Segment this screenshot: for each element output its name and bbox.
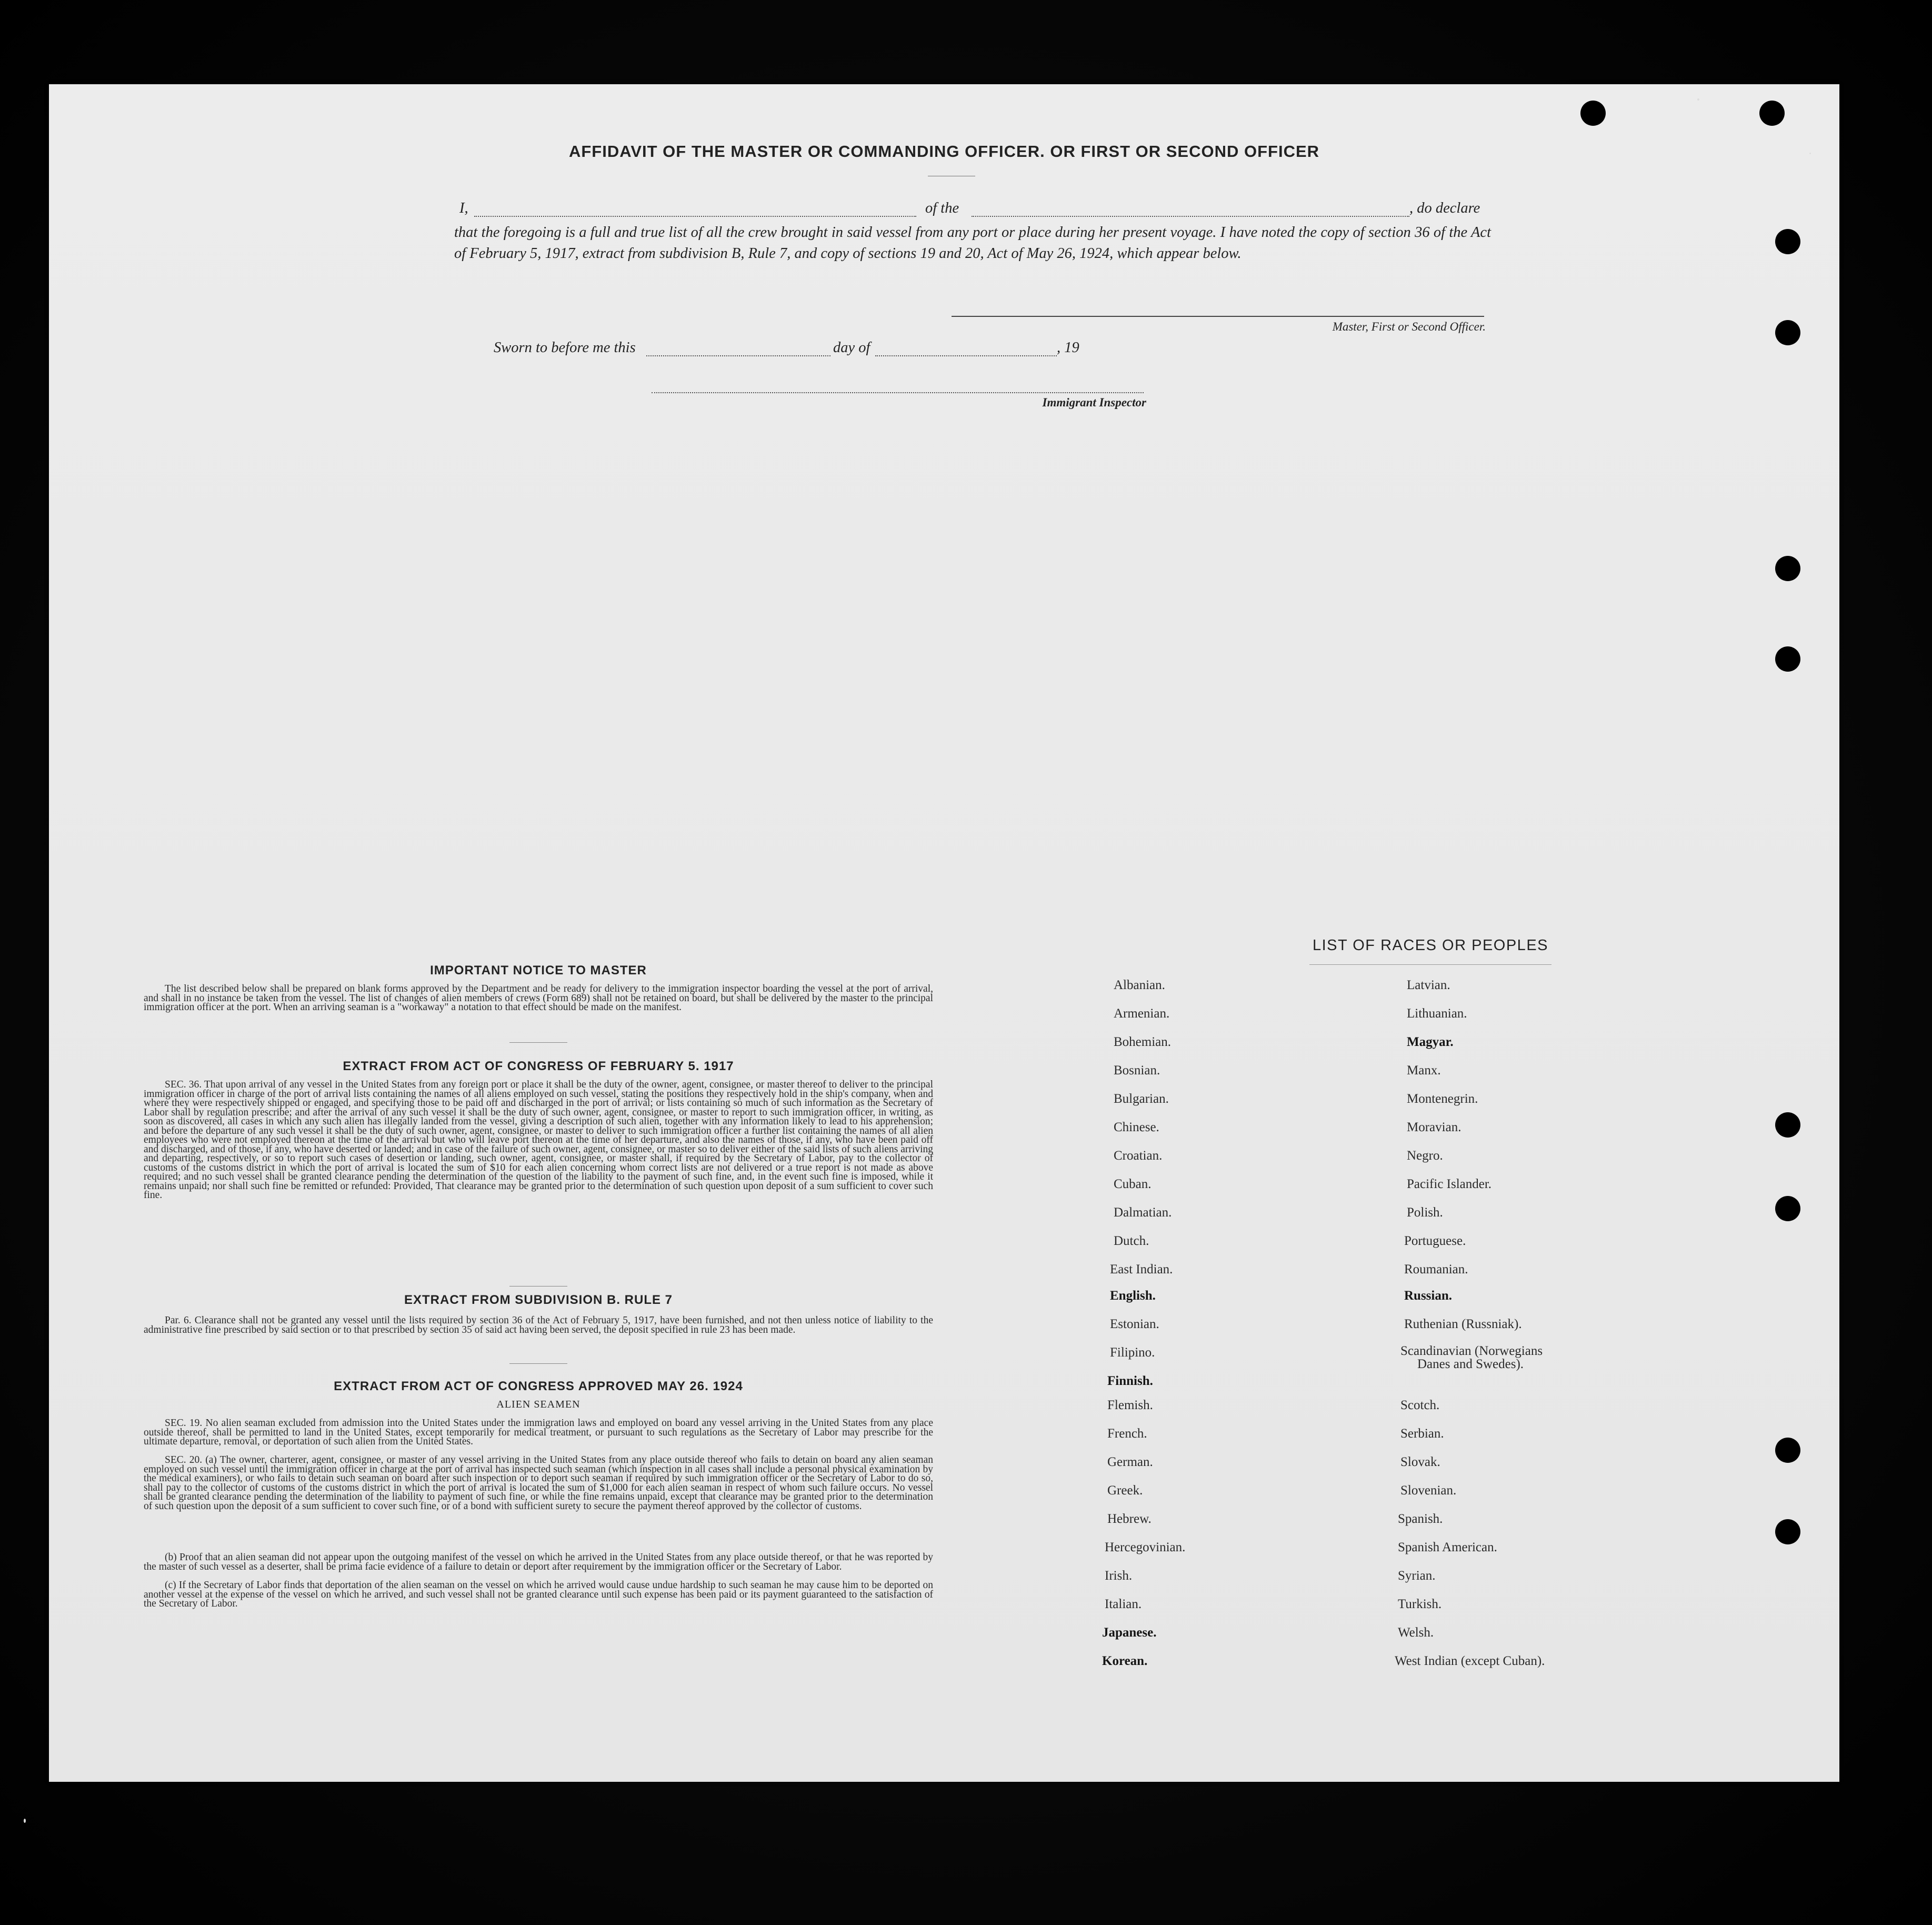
- race-left: Hebrew.: [1107, 1512, 1152, 1526]
- inspector-caption: Immigrant Inspector: [1042, 396, 1146, 409]
- sworn-label: Sworn to before me this: [494, 340, 636, 356]
- name-fill-line[interactable]: [474, 216, 916, 217]
- signature-caption: Master, First or Second Officer.: [1332, 320, 1486, 333]
- race-left: Croatian.: [1114, 1149, 1163, 1163]
- race-left: Hercegovinian.: [1105, 1540, 1186, 1554]
- race-left: Flemish.: [1107, 1398, 1153, 1412]
- extract-rule7-divider: [509, 1363, 567, 1364]
- punch-hole: [1775, 1519, 1800, 1544]
- race-left: German.: [1107, 1455, 1153, 1469]
- race-right: Polish.: [1407, 1205, 1443, 1220]
- race-right: Manx.: [1407, 1063, 1441, 1078]
- race-left: Cuban.: [1114, 1177, 1152, 1191]
- race-left: Filipino.: [1110, 1345, 1155, 1360]
- race-left: French.: [1107, 1427, 1147, 1441]
- race-left: Armenian.: [1114, 1006, 1170, 1021]
- notice-divider: [509, 1042, 567, 1043]
- extract-1917-title: EXTRACT FROM ACT OF CONGRESS OF FEBRUARY 5. 1917: [343, 1059, 734, 1073]
- punch-hole: [1775, 1438, 1800, 1463]
- race-right: Latvian.: [1407, 978, 1450, 992]
- punch-hole: [1775, 1196, 1800, 1221]
- races-divider: [1309, 964, 1551, 965]
- affidavit-title: AFFIDAVIT OF THE MASTER OR COMMANDING OFFICER. OR FIRST OR SECOND OFFICER: [568, 142, 1320, 161]
- do-declare-label: , do declare: [1409, 200, 1480, 216]
- day-of-label: day of: [833, 340, 870, 356]
- sec20c-text: (c) If the Secretary of Labor finds that deportation of the alien seaman on the vessel on which he arrived would cause undue hardship to such seaman he may cause him to be deported on another vessel at the expense of the vessel on which he arrived, and such vessel shall not be granted clearance until such expense has been paid or its payment guaranteed to the satisfaction of the Secretary of Labor.: [144, 1580, 933, 1609]
- race-left: Dutch.: [1114, 1234, 1149, 1248]
- punch-hole: [1775, 1112, 1800, 1138]
- race-left: Bohemian.: [1114, 1035, 1172, 1049]
- affidavit-body: that the foregoing is a full and true list of all the crew brought in said vessel from any port or place during her present voyage. I have noted the copy of section 36 of the Act of February 5, 1917, extract from subdivision B, Rule 7, and copy of sections 19 and 20, Act of May 26, 1924, which appear below.: [454, 224, 1491, 262]
- race-right: Slovenian.: [1400, 1483, 1457, 1498]
- race-right: Portuguese.: [1404, 1234, 1466, 1248]
- race-left: Estonian.: [1110, 1317, 1159, 1331]
- punch-hole: [1775, 646, 1800, 672]
- i-label: I,: [459, 200, 468, 216]
- of-the-label: of the: [925, 200, 959, 216]
- dust-speck: [1697, 98, 1699, 101]
- sec20b-text: (b) Proof that an alien seaman did not appear upon the outgoing manifest of the vessel on which he arrived in the United States from any place outside thereof, or that he was reported by the master of such vessel as a deserter, shall be prima facie evidence of a failure to detain or deport after requirement by the immigration officer or the Secretary of Labor.: [144, 1552, 933, 1572]
- race-right: Moravian.: [1407, 1120, 1461, 1134]
- punch-hole: [1580, 101, 1606, 126]
- race-right: Russian.: [1404, 1289, 1453, 1303]
- race-left: Japanese.: [1102, 1625, 1157, 1640]
- extract-1917-text: SEC. 36. That upon arrival of any vessel in the United States from any foreign port or place it shall be the duty of the owner, agent, consignee, or master thereof to deliver to the principal immigration officer in charge of the port of arrival lists containing the names of all aliens employed on such vessel, stating the positions they respectively hold in the ship's company, when and where they were respectively shipped or engaged, and specifying those to be paid off and discharged in the port of arrival; or lists containing so much of such information as the Secretary of Labor shall by regulation prescribe; and after the arrival of any such vessel it shall be the duty of such owner, agent, consignee, or master to report to such immigration officer, in writing, as soon as discovered, all cases in which any such alien has illegally landed from the vessel, giving a description of such alien, together with any information likely to lead to his apprehension; and before the departure of any such vessel it shall be the duty of such owner, agent, consignee, or master to deliver to such immigration officer a further list containing the names of all alien employees who were not employed thereon at the time of the arrival but who will leave port thereon at the time of her departure, and also the names of those, if any, who have been paid off and discharged, and of those, if any, who have deserted or landed; and in case of the failure of such owner, agent, consignee, or master so to deliver either of the said lists of such aliens arriving and departing, respectively, or so to report such cases of desertion or landing, such owner, agent, consignee, or master shall, if required by the Secretary of Labor, pay to the collector of customs of the customs district in which the port of arrival is located the sum of $10 for each alien concerning whom correct lists are not delivered or a true report is not made as above required; and no such vessel shall be granted clearance pending the determination of the question of the liability to the payment of such fine, and, in the event such fine is imposed, while it remains unpaid; nor shall such fine be remitted or refunded: Provided, That clearance may be granted prior to the determination of such question upon deposit of a sum sufficient to cover such fine.: [144, 1079, 933, 1201]
- race-right: Lithuanian.: [1407, 1006, 1467, 1021]
- race-left: East Indian.: [1110, 1262, 1173, 1276]
- form-page: [49, 84, 1839, 1782]
- race-right: Slovak.: [1400, 1455, 1440, 1469]
- race-right: Welsh.: [1398, 1625, 1434, 1640]
- race-left: Dalmatian.: [1114, 1205, 1172, 1220]
- race-left: Albanian.: [1114, 978, 1165, 992]
- race-right: Negro.: [1407, 1149, 1443, 1163]
- race-right: Spanish.: [1398, 1512, 1443, 1526]
- race-right: Turkish.: [1398, 1597, 1442, 1611]
- race-left: Korean.: [1102, 1654, 1148, 1668]
- extract-1924-title: EXTRACT FROM ACT OF CONGRESS APPROVED MAY 26. 1924: [334, 1379, 743, 1393]
- race-right: Danes and Swedes).: [1417, 1357, 1524, 1371]
- punch-hole: [1759, 101, 1785, 126]
- notice-title: IMPORTANT NOTICE TO MASTER: [430, 963, 647, 978]
- dust-speck: [1809, 153, 1811, 154]
- punch-hole: [1775, 556, 1800, 581]
- race-left: Finnish.: [1107, 1374, 1153, 1388]
- inspector-signature-line[interactable]: [652, 392, 1144, 393]
- notice-text: The list described below shall be prepared on blank forms approved by the Department and be ready for delivery to the immigration inspector boarding the vessel at the port of arrival, and shall in no instance be taken from the vessel. The list of changes of alien members of crews (Form 689) shall not be retained on board, but shall be delivered by the master to the principal immigration officer at the port. When an arriving seaman is a "workaway" a notation to that effect should be made on the manifest.: [144, 983, 933, 1013]
- race-left: Bosnian.: [1114, 1063, 1160, 1078]
- race-left: Irish.: [1105, 1569, 1133, 1583]
- punch-hole: [1775, 229, 1800, 254]
- race-right: Syrian.: [1398, 1569, 1436, 1583]
- month-fill-line[interactable]: [875, 355, 1057, 356]
- race-right: Magyar.: [1407, 1035, 1454, 1049]
- extract-rule7-title: EXTRACT FROM SUBDIVISION B. RULE 7: [404, 1293, 673, 1307]
- race-left: Italian.: [1105, 1597, 1142, 1611]
- race-right: Spanish American.: [1398, 1540, 1497, 1554]
- race-right: Scotch.: [1400, 1398, 1440, 1412]
- race-right: West Indian (except Cuban).: [1395, 1654, 1545, 1668]
- race-right: Montenegrin.: [1407, 1092, 1478, 1106]
- punch-hole: [1775, 320, 1800, 345]
- race-left: Chinese.: [1114, 1120, 1159, 1134]
- race-left: Greek.: [1107, 1483, 1143, 1498]
- vessel-fill-line[interactable]: [972, 216, 1409, 217]
- races-title: LIST OF RACES OR PEOPLES: [1312, 937, 1549, 954]
- race-right: Roumanian.: [1404, 1262, 1468, 1276]
- race-right: Serbian.: [1400, 1427, 1444, 1441]
- race-left: Bulgarian.: [1114, 1092, 1169, 1106]
- year-label: , 19: [1057, 340, 1079, 356]
- race-right: Scandinavian (Norwegians: [1400, 1344, 1543, 1358]
- sec20a-text: SEC. 20. (a) The owner, charterer, agent, consignee, or master of any vessel arriving in the United States from any place outside thereof who fails to detain on board any alien seaman employed on such vessel until the immigration officer in charge at the port of arrival has inspected such seaman (which inspection in all cases shall include a personal physical examination by the medical examiners), or who fails to detain such seaman on board after such inspection or to deport such seaman if required by such immigration officer or the Secretary of Labor to do so, shall pay to the collector of customs of the customs district in which the port of arrival is located the sum of $1,000 for each alien seaman in respect of whom such failure occurs. No vessel shall be granted clearance pending the determination of the liability to payment of such fine, or while the fine remains unpaid, except that clearance may be granted prior to the determination of such question upon the deposit of a sum sufficient to cover such fine, or of a bond with sufficient surety to secure the payment thereof approved by the collector of customs.: [144, 1454, 933, 1512]
- day-fill-line[interactable]: [646, 355, 830, 356]
- master-signature-line[interactable]: [952, 316, 1484, 317]
- dust-speck: [24, 1819, 26, 1823]
- race-right: Ruthenian (Russniak).: [1404, 1317, 1522, 1331]
- race-left: English.: [1110, 1289, 1156, 1303]
- race-right: Pacific Islander.: [1407, 1177, 1492, 1191]
- extract-rule7-text: Par. 6. Clearance shall not be granted any vessel until the lists required by section 36 of the Act of February 5, 1917, have been furnished, and not then unless notice of liability to the administrative fine prescribed by said section or to that prescribed by section 35 of said act having been served, the deposit specified in rule 23 has been made.: [144, 1315, 933, 1335]
- sec19-text: SEC. 19. No alien seaman excluded from admission into the United States under the immigration laws and employed on board any vessel arriving in the United States from any place outside thereof, shall be permitted to land in the United States, except temporarily for medical treatment, or pursuant to such regulations as the Secretary of Labor may prescribe for the ultimate departure, removal, or deportation of such alien from the United States.: [144, 1418, 933, 1447]
- alien-seamen-heading: ALIEN SEAMEN: [496, 1399, 580, 1410]
